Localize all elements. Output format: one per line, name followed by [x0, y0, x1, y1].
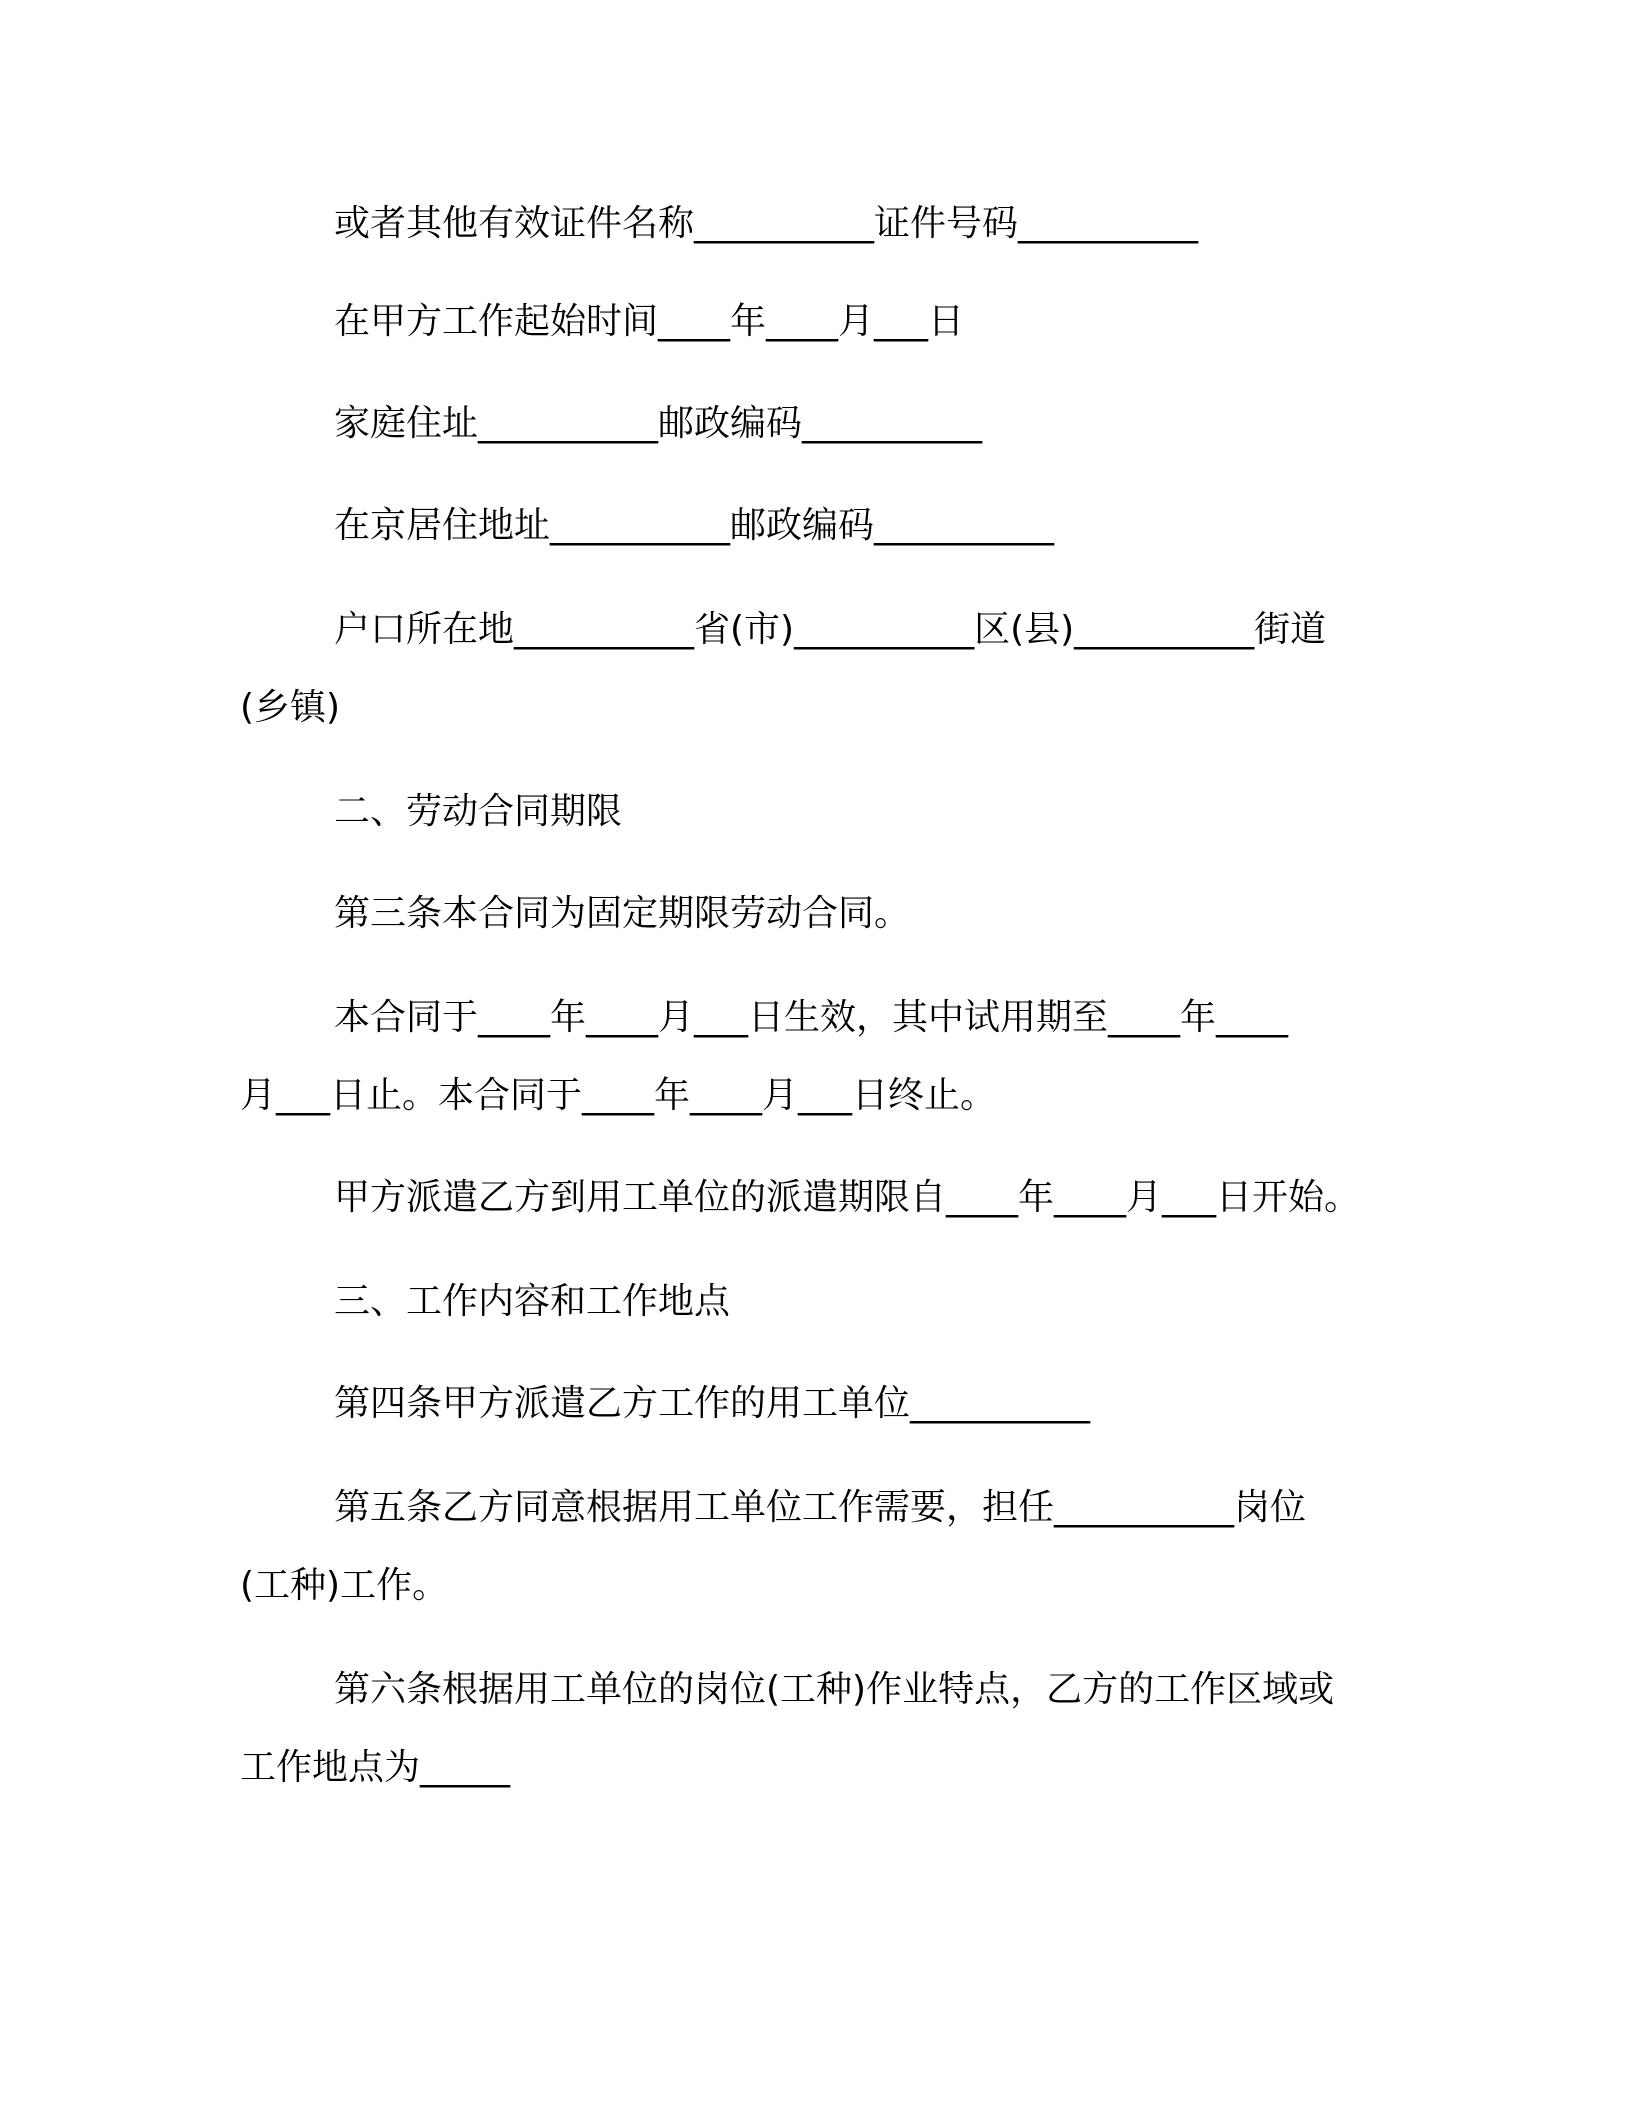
- article-four: 第四条甲方派遣乙方工作的用工单位__________: [334, 1383, 1091, 1424]
- start-date-line: 在甲方工作起始时间____年____月___日: [334, 301, 965, 342]
- beijing-address-line: 在京居住地址__________邮政编码__________: [334, 505, 1055, 546]
- effective-date-line: 本合同于____年____月___日生效，其中试用期至____年____: [334, 997, 1289, 1038]
- article-six: 第六条根据用工单位的岗位(工种)作业特点，乙方的工作区域或: [334, 1669, 1335, 1710]
- section-heading-contract-term: 二、劳动合同期限: [334, 791, 623, 832]
- hukou-line-continued: (乡镇): [240, 687, 341, 728]
- section-heading-work-content: 三、工作内容和工作地点: [334, 1281, 731, 1322]
- article-five-continued: (工种)工作。: [240, 1565, 449, 1606]
- article-six-continued: 工作地点为_____: [240, 1747, 511, 1788]
- effective-date-line-continued: 月___日止。本合同于____年____月___日终止。: [240, 1075, 997, 1116]
- hukou-line: 户口所在地__________省(市)__________区(县)__________街道: [334, 609, 1327, 650]
- id-document-line: 或者其他有效证件名称__________证件号码__________: [334, 203, 1199, 244]
- home-address-line: 家庭住址__________邮政编码__________: [334, 403, 983, 444]
- article-three: 第三条本合同为固定期限劳动合同。: [334, 893, 911, 934]
- dispatch-period-line: 甲方派遣乙方到用工单位的派遣期限自____年____月___日开始。: [334, 1177, 1361, 1218]
- article-five: 第五条乙方同意根据用工单位工作需要，担任__________岗位: [334, 1487, 1307, 1528]
